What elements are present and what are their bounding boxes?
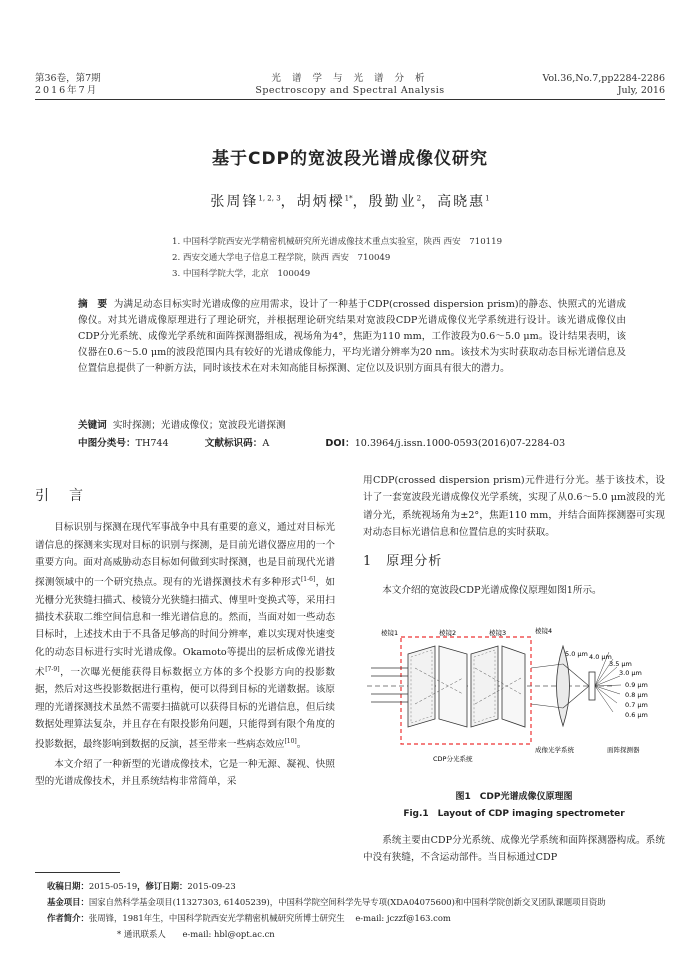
intro-paragraph: 本文介绍了一种新型的光谱成像技术，它是一种无源、凝视、快照型的光谱成像技术，并且系统结构非常简单，采 xyxy=(35,758,335,788)
author-list xyxy=(0,191,700,211)
section-heading-principle: 1 原理分析 xyxy=(363,554,443,570)
clc-value: TH744 xyxy=(135,438,169,449)
clc-label: 中图分类号： xyxy=(78,438,136,449)
citation: [10] xyxy=(284,738,297,746)
prism-label: 棱镜1 xyxy=(381,629,399,637)
footnotes xyxy=(35,878,670,942)
subsystem-label: 成像光学系统 xyxy=(535,746,574,754)
wavelength-label: 3.0 μm xyxy=(619,669,642,677)
abstract-label: 摘 要 xyxy=(78,299,108,310)
prism-label: 棱镜3 xyxy=(489,629,507,637)
prism-label: 棱镜4 xyxy=(535,627,553,635)
area-detector xyxy=(589,672,595,700)
left-column xyxy=(35,480,335,790)
prism-3 xyxy=(471,646,498,727)
author-affil: 1, 2, 3 xyxy=(258,194,281,203)
keywords-text: 实时探测；光谱成像仪；宽波段光谱探测 xyxy=(112,420,286,431)
abstract xyxy=(78,297,626,377)
affiliations xyxy=(172,234,502,282)
citation: [1-6] xyxy=(300,576,316,584)
right-column xyxy=(363,472,665,600)
figure-caption-cn: 图1 CDP光谱成像仪原理图 xyxy=(455,792,573,802)
wavelength-label: 5.0 μm xyxy=(565,650,588,658)
affiliation: 1. 中国科学院西安光学精密机械研究所光谱成像技术重点实验室，陕西 西安 710119 xyxy=(172,237,503,247)
abstract-text: 为满足动态目标实时光谱成像的应用需求，设计了一种基于CDP(crossed dispersion prism)的静态、快照式的光谱成像仪。对其光谱成像原理进行了理论研究，并根据理论研究结果对宽波段CDP光谱成像仪光学系统进行设计。该光谱成像仪由CDP分光系统、成像光学系统和面阵探测器组成，视场角为4°，焦距为110 mm，工作波段为0.6～5.0 μm。设计结果表明，该仪器在0.6～5.0 μm的波段范围内具有较好的光谱成像能力，平均光谱分辨率为20 nm。该技术为实时获取动态目标光谱信息及位置信息提供了一种新方法，同时该技术在对未知高能目标探测、定位以及识别方面具有很大的潜力。 xyxy=(78,299,626,374)
body-paragraph: 本文介绍的宽波段CDP光谱成像仪原理如图1所示。 xyxy=(382,585,602,597)
author-bio-line: 作者简介：张周锋，1981年生，中国科学院西安光学精密机械研究所博士研究生 e-mail: jczzf@163.com xyxy=(47,913,451,923)
doi-label: DOI： xyxy=(325,438,355,449)
doi-value: 10.3964/j.issn.1000-0593(2016)07-2284-03 xyxy=(354,438,566,449)
author-affil: 1* xyxy=(344,194,353,203)
wavelength-ray xyxy=(595,686,620,694)
author-affil: 1 xyxy=(485,194,490,203)
keywords-label: 关键词 xyxy=(78,420,107,431)
classification-line xyxy=(78,436,626,452)
body-paragraph: 用CDP(crossed dispersion prism)元件进行分光。基于该技术，设计了一套宽波段光谱成像仪光学系统，实现了从0.6～5.0 μm波段的光谱分光，系统视场角为±2°，焦距110 mm，并结合面阵探测器可实现对动态目标光谱信息和位置信息的实时获取。 xyxy=(363,475,665,538)
wavelength-ray xyxy=(595,686,613,712)
subsystem-label: CDP分光系统 xyxy=(433,755,473,763)
author-affil: 2 xyxy=(416,194,422,203)
wavelength-label: 0.9 μm xyxy=(625,681,648,689)
wavelength-label: 3.5 μm xyxy=(609,660,632,668)
funding-line: 基金项目：国家自然科学基金项目(11327303, 61405239)，中国科学院空间科学先导专项(XDA04075600)和中国科学院创新交叉团队课题项目资助 xyxy=(47,897,606,907)
wavelength-label: 0.6 μm xyxy=(625,711,648,719)
author-separator: ， xyxy=(280,194,297,210)
section-heading-intro: 引 言 xyxy=(35,488,86,504)
prism-1 xyxy=(408,646,435,727)
figure-cdp-layout xyxy=(363,624,667,786)
figure-caption-en: Fig.1 Layout of CDP imaging spectrometer xyxy=(403,809,625,819)
intro-paragraph: 目标识别与探测在现代军事战争中具有重要的意义，通过对目标光谱信息的探测来实现对目标的识别与探测，是目前光谱仪器应用的一个重要方向。面对高威胁动态目标如何做到实时探测，也是目前现代光谱探测领域中的一个研究热点。现有的光谱探测技术有多种形式[1-6]，如光栅分光狭缝扫描式、棱镜分光狭缝扫描式、傅里叶变换式等，采用扫描技术获取二维空间信息和一维光谱信息的。然而，当面对如一些动态目标时，上述技术由于不具备足够高的时间分辨率，难以实现对快速变化的动态目标进行实时光谱成像。Okamoto等提出的层析成像光谱技术[7-9]，一次曝光便能获得目标数据立方体的多个投影方向的投影数据，然后对这些投影数据进行重构，便可以得到目标的光谱数据。该原理的光谱探测技术虽然不需要扫描就可以获得目标的光谱信息，但后续数据处理算法复杂，并且存在有限投影角问题，只能得到有限个角度的投影数据，最终影响到数据的反演，甚至带来一些病态效应[10]。 xyxy=(35,522,336,751)
citation: [7-9] xyxy=(45,665,60,673)
author-name: 殷勤业 xyxy=(368,194,417,210)
wavelength-label: 4.0 μm xyxy=(589,653,612,661)
author-name: 高晓惠 xyxy=(437,194,486,210)
affiliation: 2. 西安交通大学电子信息工程学院，陕西 西安 710049 xyxy=(172,253,391,263)
wavelength-label: 0.7 μm xyxy=(625,701,648,709)
body-paragraph: 系统主要由CDP分光系统、成像光学系统和面阵探测器构成。系统中没有狭缝，不含运动部件。当目标通过CDP xyxy=(363,835,665,864)
journal-pages: Vol.36,No.7,pp2284-2286 July, 2016 xyxy=(542,73,665,96)
author-separator: ， xyxy=(421,194,438,210)
imaging-lens xyxy=(557,646,570,726)
author-name: 胡炳樑 xyxy=(296,194,345,210)
footnote-rule xyxy=(35,872,120,873)
prism-2 xyxy=(439,646,467,727)
affiliation: 3. 中国科学院大学，北京 100049 xyxy=(172,269,311,279)
keywords xyxy=(78,418,626,434)
doc-code-value: A xyxy=(262,438,270,449)
prism-4 xyxy=(502,646,525,727)
dates-line: 收稿日期：2015-05-19，修订日期：2015-09-23 xyxy=(47,881,236,891)
author-separator: ， xyxy=(352,194,369,210)
prism-label: 棱镜2 xyxy=(439,629,457,637)
body-paragraph-after-figure xyxy=(363,832,665,867)
header-rule xyxy=(35,99,665,100)
journal-title: 光 谱 学 与 光 谱 分 析 Spectroscopy and Spectral Analysis xyxy=(255,73,445,96)
doc-code-label: 文献标识码： xyxy=(204,438,263,449)
author-name: 张周锋 xyxy=(210,194,259,210)
paper-title: 基于CDP的宽波段光谱成像仪研究 xyxy=(211,149,489,169)
subsystem-label: 面阵探测器 xyxy=(607,746,640,754)
corresponding-line: * 通讯联系人 e-mail: hbl@opt.ac.cn xyxy=(117,929,275,939)
wavelength-ray xyxy=(595,686,617,703)
journal-volume: 第36卷，第7期 2016年7月 xyxy=(35,73,101,96)
wavelength-label: 0.8 μm xyxy=(625,691,648,699)
